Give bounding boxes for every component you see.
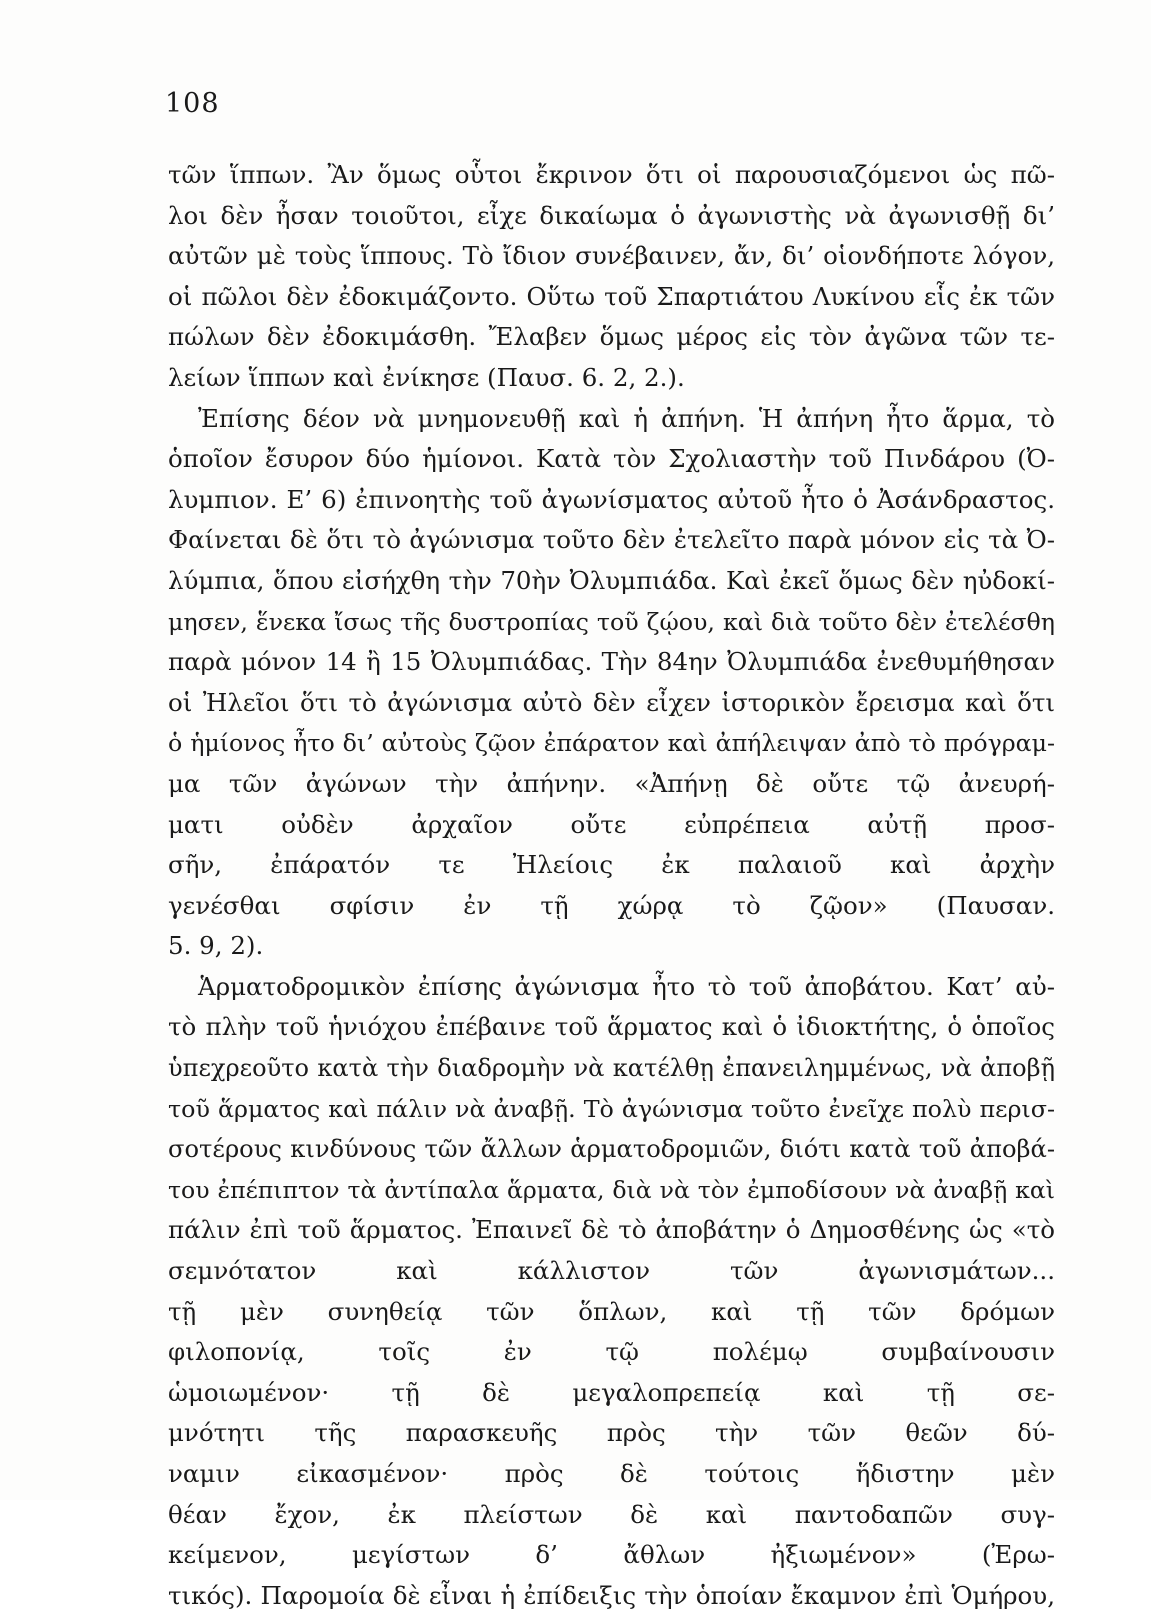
page-number: 108 [165,88,220,119]
text-line: τὸ πλὴν τοῦ ἡνιόχου ἐπέβαινε τοῦ ἅρματος καὶ ὁ ἰδιοκτήτης, ὁ ὁποῖος [168,1012,1055,1042]
text-line: μα τῶν ἀγώνων τὴν ἀπήνην. «Ἀπήνῃ δὲ οὔτε τῷ ἀνευρή- [168,768,1055,798]
text-line: οἱ Ἠλεῖοι ὅτι τὸ ἀγώνισμα αὐτὸ δὲν εἶχεν ἱστορικὸν ἔρεισμα καὶ ὅτι [168,687,1055,717]
text-line: λυμπιον. Ε’ 6) ἐπινοητὴς τοῦ ἀγωνίσματος αὐτοῦ ἦτο ὁ Ἀσάνδραστος. [168,484,1055,514]
text-line: αὐτῶν μὲ τοὺς ἵππους. Τὸ ἴδιον συνέβαινεν, ἄν, δι’ οἱονδήποτε λόγον, [168,241,1055,271]
text-line: λοι δὲν ἦσαν τοιοῦτοι, εἶχε δικαίωμα ὁ ἀγωνιστὴς νὰ ἀγωνισθῇ δι’ [168,200,1055,230]
text-line: κείμενον, μεγίστων δ’ ἄθλων ἠξιωμένον» (Ἐρω- [168,1540,1055,1570]
text-line: λύμπια, ὅπου εἰσήχθη τὴν 70ὴν Ὀλυμπιάδα. Καὶ ἐκεῖ ὅμως δὲν ηὐδοκί- [168,565,1055,595]
text-line: οἱ πῶλοι δὲν ἐδοκιμάζοντο. Οὕτω τοῦ Σπαρτιάτου Λυκίνου εἷς ἐκ τῶν [168,281,1055,311]
text-line: Ἐπίσης δέον νὰ μνημονευθῇ καὶ ἡ ἀπήνη. Ἡ ἀπήνη ἦτο ἅρμα, τὸ [198,403,1055,433]
text-line: ὑπεχρεοῦτο κατὰ τὴν διαδρομὴν νὰ κατέλθῃ ἐπανειλημμένως, νὰ ἀποβῇ [168,1054,1055,1083]
text-line: γενέσθαι σφίσιν ἐν τῇ χώρᾳ τὸ ζῷον» (Παυσαν. [168,890,1055,920]
text-line: Ἁρματοδρομικὸν ἐπίσης ἀγώνισμα ἦτο τὸ τοῦ ἀποβάτου. Κατ’ αὐ- [198,971,1055,1001]
text-line: τῶν ἵππων. Ἂν ὅμως οὗτοι ἔκρινον ὅτι οἱ παρουσιαζόμενοι ὡς πῶ- [168,160,1055,189]
text-line: θέαν ἔχον, ἐκ πλείστων δὲ καὶ παντοδαπῶν συγ- [168,1499,1055,1529]
text-line: λείων ἵππων καὶ ἐνίκησε (Παυσ. 6. 2, 2.). [168,362,685,392]
text-line: σεμνότατον καὶ κάλλιστον τῶν ἀγωνισμάτων... [168,1256,1055,1286]
text-line: ματι οὐδὲν ἀρχαῖον οὔτε εὐπρέπεια αὐτῇ προσ- [168,809,1055,839]
text-line: τῇ μὲν συνηθείᾳ τῶν ὅπλων, καὶ τῇ τῶν δρόμων [168,1296,1055,1326]
text-line: τοῦ ἅρματος καὶ πάλιν νὰ ἀναβῇ. Τὸ ἀγώνισμα τοῦτο ἐνεῖχε πολὺ περισ- [168,1094,1055,1123]
text-line: τικός). Παρομοία δὲ εἶναι ἡ ἐπίδειξις τὴν ὁποίαν ἔκαμνον ἐπὶ Ὁμήρου, [168,1580,1055,1610]
text-line: ὁ ἡμίονος ἦτο δι’ αὐτοὺς ζῷον ἐπάρατον καὶ ἀπήλειψαν ἀπὸ τὸ πρόγραμ- [168,729,1055,758]
text-line: μησεν, ἕνεκα ἴσως τῆς δυστροπίας τοῦ ζῴου, καὶ διὰ τοῦτο δὲν ἐτελέσθη [168,607,1055,636]
text-line: 5. 9, 2). [168,931,264,961]
text-line: πάλιν ἐπὶ τοῦ ἅρματος. Ἐπαινεῖ δὲ τὸ ἀποβάτην ὁ Δημοσθένης ὡς «τὸ [168,1215,1055,1245]
text-line: σῆν, ἐπάρατόν τε Ἠλείοις ἐκ παλαιοῦ καὶ ἀρχὴν [168,850,1055,880]
text-line: σοτέρους κινδύνους τῶν ἄλλων ἁρματοδρομιῶν, διότι κατὰ τοῦ ἀποβά- [168,1135,1055,1164]
text-line: ὁποῖον ἔσυρον δύο ἡμίονοι. Κατὰ τὸν Σχολιαστὴν τοῦ Πινδάρου (Ὀ- [168,444,1055,474]
text-line: ναμιν εἰκασμένον· πρὸς δὲ τούτοις ἥδιστην μὲν [168,1459,1055,1488]
text-line: φιλοπονίᾳ, τοῖς ἐν τῷ πολέμῳ συμβαίνουσιν [168,1337,1055,1367]
text-line: ὡμοιωμένον· τῇ δὲ μεγαλοπρεπείᾳ καὶ τῇ σε- [168,1377,1055,1407]
text-line: παρὰ μόνον 14 ἢ 15 Ὀλυμπιάδας. Τὴν 84ην Ὀλυμπιάδα ἐνεθυμήθησαν [168,647,1055,677]
text-line: Φαίνεται δὲ ὅτι τὸ ἀγώνισμα τοῦτο δὲν ἐτελεῖτο παρὰ μόνον εἰς τὰ Ὀ- [168,525,1055,555]
text-line: του ἐπέπιπτον τὰ ἀντίπαλα ἅρματα, διὰ νὰ τὸν ἐμποδίσουν νὰ ἀναβῇ καὶ [168,1175,1055,1204]
text-line: πώλων δὲν ἐδοκιμάσθη. Ἔλαβεν ὅμως μέρος εἰς τὸν ἀγῶνα τῶν τε- [168,322,1055,352]
body-text [168,155,1055,1616]
text-line: μνότητι τῆς παρασκευῆς πρὸς τὴν τῶν θεῶν δύ- [168,1418,1055,1448]
